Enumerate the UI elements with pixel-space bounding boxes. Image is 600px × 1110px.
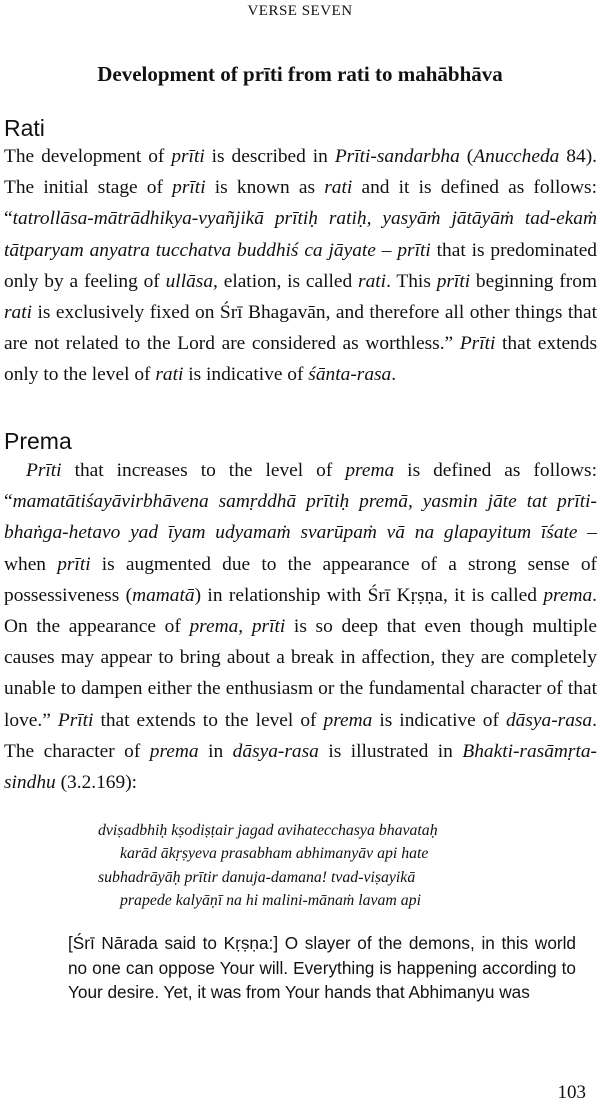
text-run: is defined as follows: “ bbox=[4, 460, 597, 513]
italic-term: rati bbox=[155, 364, 184, 386]
text-run: is illustrated in bbox=[318, 740, 463, 762]
prema-paragraph bbox=[4, 455, 597, 798]
italic-term: śānta-rasa bbox=[308, 364, 392, 386]
italic-term: tatrollāsa-mātrādhikya-vyañjikā prītiḥ ratiḥ, yasyāṁ jātāyāṁ tad-ekaṁ tātparyam anyatra tucchatva buddhiś ca jāyate bbox=[4, 208, 597, 261]
text-run: and it is defined as follows: “ bbox=[4, 177, 597, 230]
italic-term: mamatātiśayāvirbhāvena samṛddhā prītiḥ premā, yasmin jāte tat prīti-bhaṅga-hetavo yad īyam udyamaṁ svarūpaṁ vā na glapayitum īśate bbox=[4, 491, 597, 544]
text-run: – when bbox=[4, 522, 598, 575]
italic-term: rati bbox=[358, 270, 387, 292]
text-run: , elation, is called bbox=[213, 270, 359, 292]
text-run: that is predominated only by a feeling of bbox=[4, 239, 597, 292]
verse-line: dviṣadbhiḥ kṣodiṣṭair jagad avihatecchasya bhavataḥ bbox=[98, 822, 438, 839]
italic-term: ullāsa bbox=[165, 270, 214, 292]
text-run: that extends only to the level of bbox=[4, 333, 597, 386]
italic-term: prīti bbox=[57, 553, 91, 575]
italic-term: Prīti bbox=[459, 333, 496, 355]
text-run: in bbox=[198, 740, 233, 762]
italic-term: Bhakti-rasāmṛta-sindhu bbox=[4, 740, 598, 794]
verse-block bbox=[98, 819, 578, 912]
italic-term: prīti bbox=[397, 239, 431, 261]
italic-term: prema bbox=[149, 740, 199, 762]
text-run: (3.2.169): bbox=[55, 772, 138, 794]
text-run: ) in relationship with Śrī Kṛṣṇa, it is called bbox=[194, 584, 544, 606]
text-run: beginning from bbox=[470, 270, 597, 292]
italic-term: rati bbox=[324, 177, 353, 199]
italic-term: dāsya-rasa bbox=[232, 740, 319, 762]
text-run: is known as bbox=[205, 177, 325, 199]
italic-term: prema bbox=[189, 616, 239, 638]
page-number: 103 bbox=[557, 1082, 586, 1103]
italic-term: rati bbox=[4, 302, 33, 324]
italic-term: mamatā bbox=[132, 584, 195, 606]
text-run: is so deep that even though multiple causes may appear to bring about a break in affection, they are completely unable to dampen either the enthusiasm or the fundamental character of that love.” bbox=[4, 616, 597, 731]
italic-term: Prīti-sandarbha bbox=[334, 146, 460, 167]
section-heading-prema: Prema bbox=[4, 428, 72, 454]
text-run: ( bbox=[459, 146, 474, 167]
chapter-title: Development of prīti from rati to mahābhāva bbox=[97, 62, 503, 86]
italic-term: prīti bbox=[171, 146, 205, 167]
text-run: , bbox=[238, 616, 252, 638]
italic-term: Prīti bbox=[57, 709, 94, 731]
verse-line: prapede kalyāṇī na hi malini-mānaṁ lavam api bbox=[120, 891, 421, 909]
text-run: is indicative of bbox=[372, 709, 506, 731]
text-run: is indicative of bbox=[183, 364, 309, 386]
running-head: VERSE SEVEN bbox=[247, 3, 353, 19]
text-run: – bbox=[375, 239, 398, 261]
section-heading-rati: Rati bbox=[4, 115, 45, 141]
italic-term: Prīti bbox=[26, 460, 62, 481]
italic-term: prema bbox=[323, 709, 373, 731]
italic-term: prema bbox=[345, 460, 395, 481]
text-run: . The character of bbox=[4, 709, 597, 762]
text-run: . bbox=[391, 364, 397, 386]
italic-term: prīti bbox=[251, 616, 286, 638]
italic-term: prīti bbox=[436, 270, 471, 292]
text-run: that increases to the level of bbox=[61, 460, 346, 481]
text-run: . On the appearance of bbox=[4, 584, 597, 638]
text-run: is exclusively fixed on Śrī Bhagavān, and therefore all other things that are not related to the Lord are considered as worthless.” bbox=[4, 302, 597, 355]
rati-paragraph bbox=[4, 141, 597, 391]
text-run: . This bbox=[386, 270, 437, 292]
verse-translation: [Śrī Nārada said to Kṛṣṇa:] O slayer of the demons, in this world no one can oppose Your will. Everything is happening according to Your desire. Yet, it was from Your hands that Abhimanyu was bbox=[68, 933, 576, 1002]
text-run: The development of bbox=[4, 146, 172, 167]
italic-term: dāsya-rasa bbox=[505, 709, 593, 731]
italic-term: prīti bbox=[172, 177, 206, 199]
italic-term: Anuccheda bbox=[473, 146, 560, 167]
verse-line: subhadrāyāḥ prītir danuja-damana! tvad-viṣayikā bbox=[98, 868, 416, 886]
text-run: is augmented due to the appearance of a strong sense of possessiveness ( bbox=[4, 553, 597, 606]
verse-line: karād ākṛṣyeva prasabham abhimanyāv api hate bbox=[120, 845, 429, 863]
text-run: is described in bbox=[204, 146, 335, 167]
text-run: that extends to the level of bbox=[93, 709, 324, 731]
text-run: 84). The initial stage of bbox=[4, 146, 598, 199]
italic-term: prema bbox=[543, 584, 593, 606]
